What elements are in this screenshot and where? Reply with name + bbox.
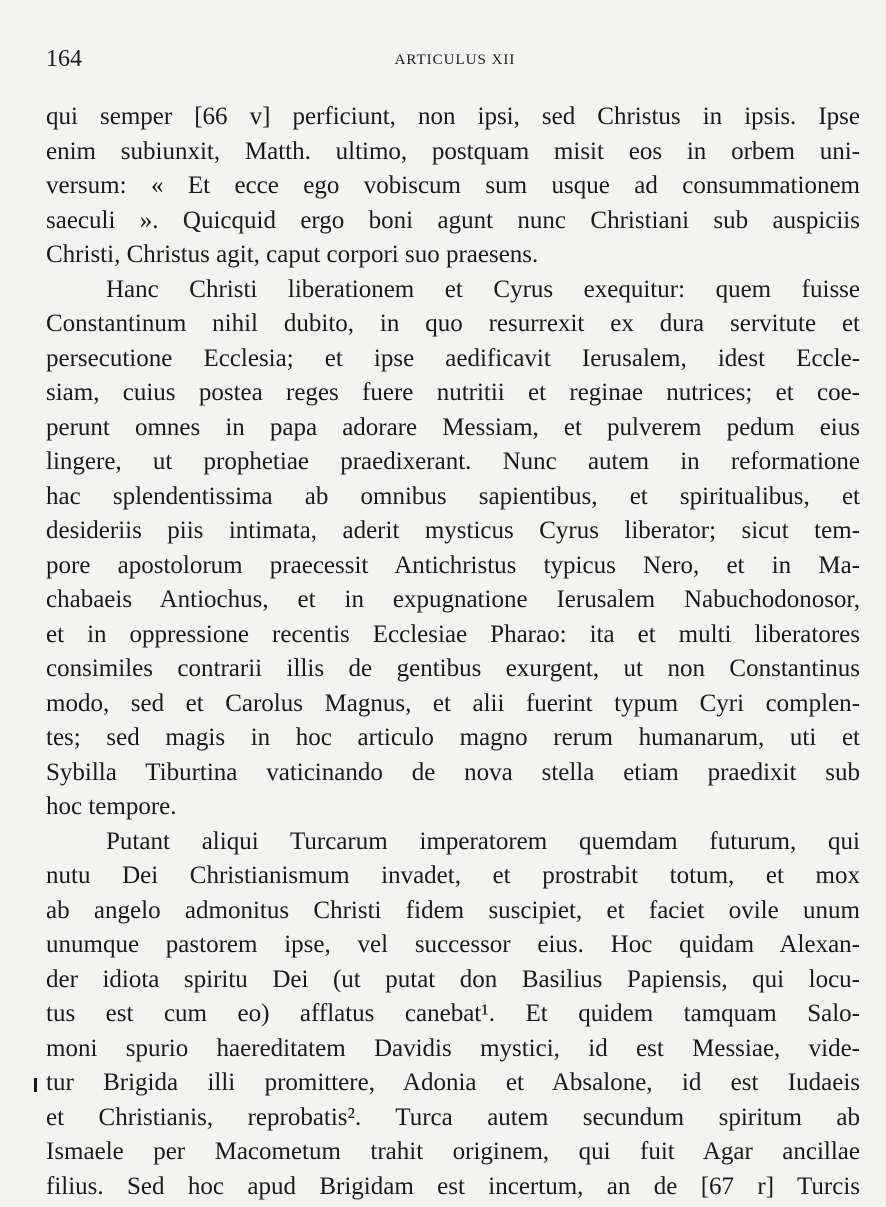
text-line: siam, cuius postea reges fuere nutritii et reginae nutrices; et coe- (46, 379, 860, 406)
text-line: moni spurio haereditatem Davidis mystici, id est Messiae, vide- (46, 1034, 860, 1062)
text-line: qui semper [66 v] perficiunt, non ipsi, sed Christus in ipsis. Ipse (46, 103, 860, 130)
text-line: Constantinum nihil dubito, in quo resurrexit ex dura servitute et (46, 310, 860, 337)
text-line: et Christianis, reprobatis². Turca autem secundum spiritum ab (46, 1103, 860, 1131)
body-text (46, 100, 860, 1204)
text-line: modo, sed et Carolus Magnus, et alii fuerint typum Cyri complen- (46, 689, 860, 717)
text-line: consimiles contrarii illis de gentibus exurgent, ut non Constantinus (46, 655, 860, 682)
text-line: Sybilla Tiburtina vaticinando de nova stella etiam praedixit sub (46, 758, 860, 786)
text-line: filius. Sed hoc apud Brigidam est incertum, an de [67 r] Turcis (46, 1172, 860, 1200)
text-line: et in oppressione recentis Ecclesiae Pharao: ita et multi liberatores (46, 620, 860, 648)
margin-mark (34, 1078, 37, 1092)
text-line: ab angelo admonitus Christi fidem suscipiet, et faciet ovile unum (46, 896, 860, 924)
text-line: Ismaele per Macometum trahit originem, qui fuit Agar ancillae (46, 1138, 860, 1165)
text-line: desideriis piis intimata, aderit mysticus Cyrus liberator; sicut tem- (46, 517, 860, 544)
text-line: hoc tempore. (46, 793, 177, 820)
text-line: hac splendentissima ab omnibus sapientibus, et spiritualibus, et (46, 482, 860, 510)
text-line: enim subiunxit, Matth. ultimo, postquam misit eos in orbem uni- (46, 137, 860, 165)
text-line: unumque pastorem ipse, vel successor eius. Hoc quidam Alexan- (46, 931, 860, 958)
text-line: pore apostolorum praecessit Antichristus typicus Nero, et in Ma- (46, 551, 860, 579)
text-line: nutu Dei Christianismum invadet, et prostrabit totum, et mox (46, 862, 860, 889)
text-line: versum: « Et ecce ego vobiscum sum usque ad consummationem (46, 172, 860, 199)
text-line: Hanc Christi liberationem et Cyrus exequitur: quem fuisse (106, 275, 860, 303)
text-line: tur Brigida illi promittere, Adonia et Absalone, id est Iudaeis (46, 1069, 860, 1096)
text-line: tes; sed magis in hoc articulo magno rerum humanarum, uti et (46, 724, 860, 751)
text-line: tus est cum eo) afflatus canebat¹. Et quidem tamquam Salo- (46, 1000, 860, 1027)
text-line: persecutione Ecclesia; et ipse aedificavit Ierusalem, idest Eccle- (46, 344, 860, 372)
text-line: Christi, Christus agit, caput corpori suo praesens. (46, 241, 539, 268)
text-line: lingere, ut prophetiae praedixerant. Nunc autem in reformatione (46, 448, 860, 475)
text-line: perunt omnes in papa adorare Messiam, et pulverem pedum eius (46, 413, 860, 441)
text-line: saeculi ». Quicquid ergo boni agunt nunc Christiani sub auspiciis (46, 206, 860, 234)
text-line: der idiota spiritu Dei (ut putat don Basilius Papiensis, qui locu- (46, 965, 860, 993)
page-header (46, 46, 864, 80)
text-line: Putant aliqui Turcarum imperatorem quemdam futurum, qui (106, 827, 860, 855)
running-head: ARTICULUS XII (394, 52, 516, 68)
text-line: chabaeis Antiochus, et in expugnatione Ierusalem Nabuchodonosor, (46, 586, 860, 613)
page-number: 164 (46, 46, 82, 72)
